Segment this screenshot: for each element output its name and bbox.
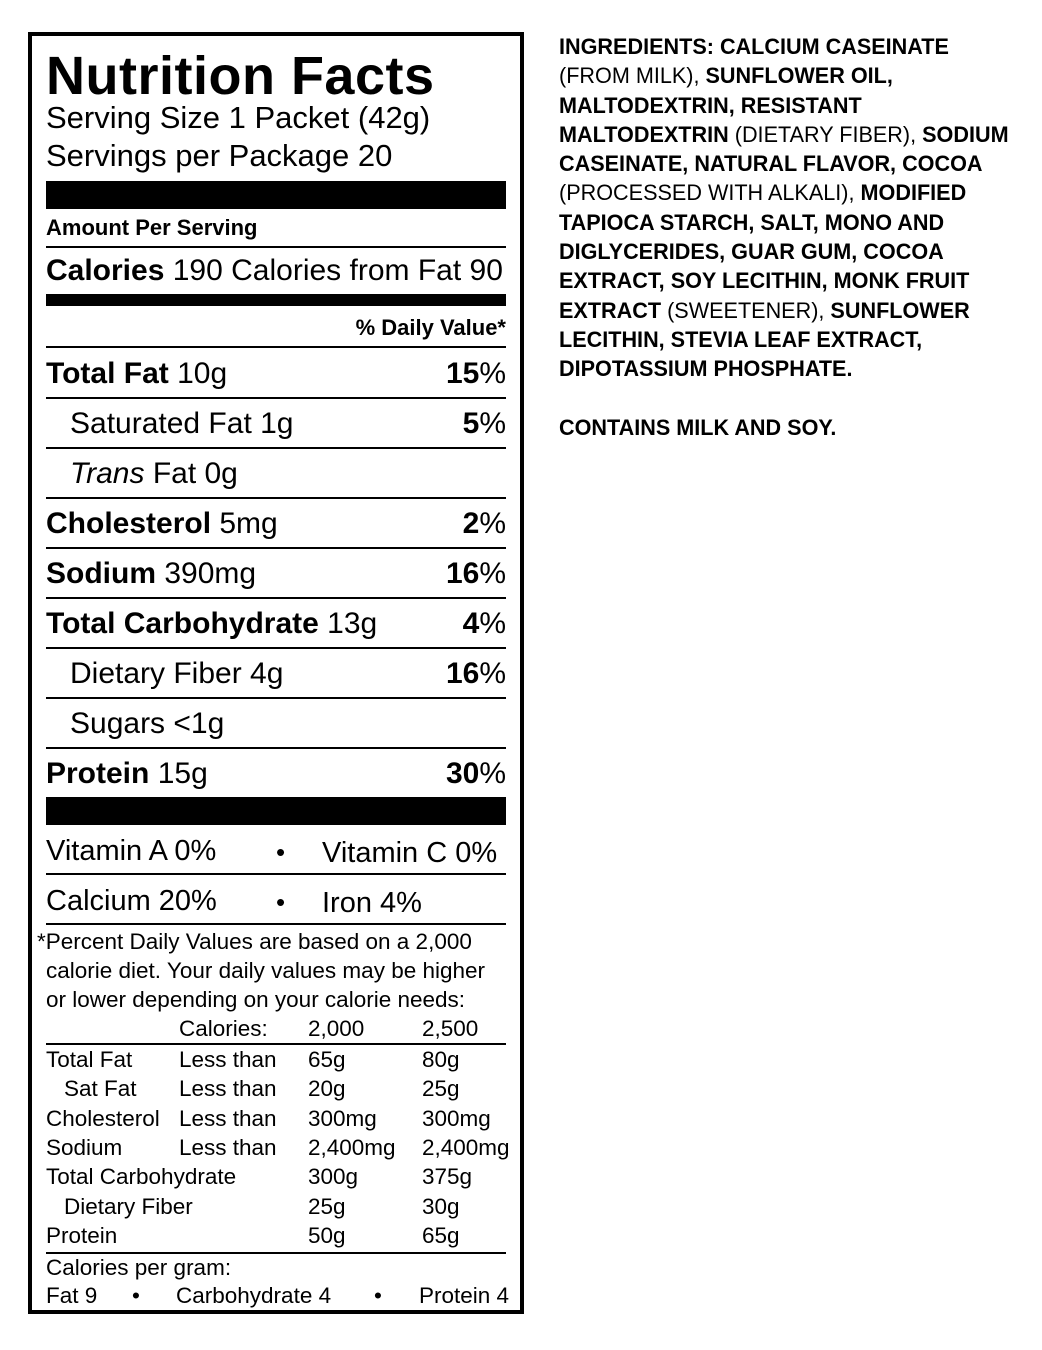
calories-label: Calories — [46, 254, 165, 287]
nutrient-label: Sodium — [46, 557, 156, 590]
footnote-line-1: *Percent Daily Values are based on a 2,000 — [37, 929, 472, 954]
nutrient-label: Total Carbohydrate — [46, 607, 319, 640]
divider — [46, 1043, 506, 1045]
nutrient-row — [46, 748, 506, 798]
ingredient-line: DIGLYCERIDES, GUAR GUM, COCOA — [559, 239, 944, 265]
dv-header-cell: 2,500 — [422, 1016, 479, 1041]
nutrient-amount: 15g — [157, 757, 208, 790]
nutrient-label: Saturated Fat 1g — [70, 407, 294, 440]
nutrient-name — [70, 657, 283, 691]
ingredient-line: TAPIOCA STARCH, SALT, MONO AND — [559, 209, 945, 235]
nutrient-row — [46, 598, 506, 648]
ingredient-line: LECITHIN, STEVIA LEAF EXTRACT, — [559, 326, 923, 352]
nutrient-row — [46, 698, 506, 748]
medium-divider — [46, 294, 506, 306]
ingredient-line: (FROM MILK), SUNFLOWER OIL, — [559, 63, 893, 89]
dv-table-cell: Less than — [179, 1047, 277, 1072]
cpg-protein: Protein 4 — [419, 1283, 510, 1308]
dv-table-cell: 80g — [422, 1047, 460, 1072]
calories-per-gram-label: Calories per gram: — [46, 1255, 232, 1280]
nutrient-row — [46, 548, 506, 598]
dv-table-cell: Total Fat — [46, 1047, 133, 1072]
dv-table-cell: Cholesterol — [46, 1105, 160, 1131]
thick-divider — [46, 181, 506, 209]
dv-table-cell: 375g — [422, 1164, 473, 1190]
bullet: • — [276, 837, 286, 867]
dv-table-cell: 25g — [422, 1076, 460, 1102]
ingredient-line: DIPOTASSIUM PHOSPHATE. — [559, 356, 853, 382]
ingredients-block — [559, 32, 1019, 442]
dv-header-cell: 2,000 — [308, 1016, 365, 1041]
ingredient-line: (PROCESSED WITH ALKALI), MODIFIED — [559, 180, 967, 206]
nutrient-name — [46, 607, 377, 641]
nutrient-row — [46, 648, 506, 698]
nutrient-name — [70, 707, 224, 741]
nutrient-label: Cholesterol — [46, 507, 212, 540]
ingredient-line: EXTRACT, SOY LECITHIN, MONK FRUIT — [559, 268, 970, 294]
dv-table-cell: 50g — [308, 1222, 346, 1248]
bullet: • — [276, 887, 286, 917]
dv-table-cell: Less than — [179, 1076, 277, 1102]
serving-size: Serving Size 1 Packet (42g) — [46, 100, 431, 135]
nutrient-row — [46, 398, 506, 448]
divider — [46, 1252, 506, 1254]
nutrition-facts-panel — [28, 32, 524, 1314]
dv-table-cell: 2,400mg — [308, 1134, 396, 1160]
dv-table-cell: Dietary Fiber — [64, 1193, 193, 1219]
nutrient-label: Dietary Fiber 4g — [70, 657, 284, 690]
vitamin-row-2 — [46, 875, 506, 923]
ingredients-list — [559, 32, 1019, 384]
nutrient-name — [46, 357, 227, 391]
calories-row — [46, 248, 506, 294]
nutrient-list — [46, 348, 506, 798]
dv-table-cell: 2,400mg — [422, 1134, 510, 1160]
nutrient-amount: 5mg — [219, 507, 278, 540]
nutrient-label: Sugars <1g — [70, 707, 225, 740]
calories-value: 190 Calories from Fat 90 — [172, 254, 503, 287]
nutrient-amount: 390mg — [164, 557, 257, 590]
divider — [46, 923, 506, 925]
dv-table-cell: 300g — [308, 1164, 359, 1190]
nutrient-percent: 4% — [462, 607, 506, 640]
footnote-line-3: or lower depending on your calorie needs: — [46, 987, 466, 1012]
nutrient-percent: 15% — [445, 357, 506, 390]
allergen-statement: CONTAINS MILK AND SOY. — [559, 414, 837, 440]
bullet: • — [132, 1283, 140, 1308]
iron: Iron 4% — [322, 887, 422, 919]
nutrient-amount: 13g — [327, 607, 378, 640]
nutrient-row — [46, 348, 506, 398]
thick-divider — [46, 797, 506, 825]
nutrient-percent: 30% — [445, 757, 506, 790]
nutrient-label: Trans — [70, 457, 145, 490]
dv-table-cell: 300mg — [422, 1105, 491, 1131]
daily-value-header: % Daily Value* — [355, 315, 506, 340]
dv-table-cell: Total Carbohydrate — [46, 1164, 237, 1190]
nutrient-name — [46, 757, 208, 791]
nutrient-name — [70, 407, 293, 441]
amount-per-serving: Amount Per Serving — [46, 215, 258, 240]
vitamin-c: Vitamin C 0% — [322, 837, 498, 869]
ingredient-line: MALTODEXTRIN, RESISTANT — [559, 92, 862, 118]
nutrient-percent: 2% — [462, 507, 506, 540]
dv-header-cell: Calories: — [179, 1016, 268, 1041]
nutrient-row — [46, 448, 506, 498]
dv-table-cell: 30g — [422, 1193, 460, 1219]
cpg-carbohydrate: Carbohydrate 4 — [176, 1283, 332, 1308]
nutrient-amount: 10g — [177, 357, 228, 390]
nutrient-name — [46, 557, 256, 591]
cpg-fat: Fat 9 — [46, 1283, 98, 1308]
nutrient-name — [70, 457, 238, 491]
dv-table-cell: Sat Fat — [64, 1076, 137, 1102]
nutrient-percent: 16% — [445, 657, 506, 690]
nutrient-label: Total Fat — [46, 357, 169, 390]
nutrient-percent: 16% — [445, 557, 506, 590]
nutrition-title: Nutrition Facts — [46, 46, 435, 106]
nutrient-percent: 5% — [462, 407, 506, 440]
nutrient-row — [46, 498, 506, 548]
dv-table-cell: Less than — [179, 1105, 277, 1131]
calcium: Calcium 20% — [46, 885, 217, 917]
ingredient-line: MALTODEXTRIN (DIETARY FIBER), SODIUM — [559, 121, 1009, 147]
ingredient-line: INGREDIENTS: CALCIUM CASEINATE — [559, 34, 949, 59]
dv-table-cell: Less than — [179, 1134, 277, 1160]
nutrient-amount: Fat 0g — [152, 457, 238, 490]
dv-table-cell: Sodium — [46, 1134, 123, 1160]
vitamin-row-1 — [46, 825, 506, 873]
dv-table-cell: Protein — [46, 1222, 118, 1248]
vitamin-a: Vitamin A 0% — [46, 835, 217, 867]
bullet: • — [374, 1283, 382, 1308]
ingredient-line: EXTRACT (SWEETENER), SUNFLOWER — [559, 297, 970, 323]
dv-table-cell: 300mg — [308, 1105, 377, 1131]
dv-table-cell: 65g — [308, 1047, 346, 1072]
nutrient-label: Protein — [46, 757, 150, 790]
footnote-line-2: calorie diet. Your daily values may be higher — [46, 958, 486, 983]
nutrient-name — [46, 507, 278, 541]
servings-per-package: Servings per Package 20 — [46, 138, 393, 173]
dv-table-cell: 20g — [308, 1076, 346, 1102]
ingredient-line: CASEINATE, NATURAL FLAVOR, COCOA — [559, 151, 983, 177]
daily-value-table — [46, 1016, 510, 1256]
dv-table-cell: 65g — [422, 1222, 460, 1248]
dv-table-cell: 25g — [308, 1193, 346, 1219]
